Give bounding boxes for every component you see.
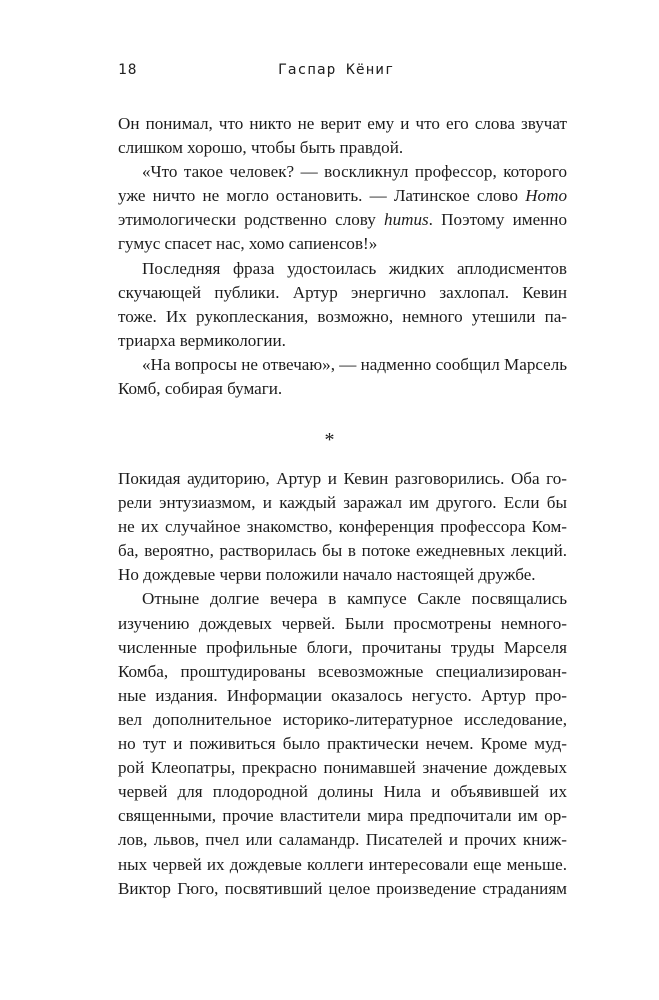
text-line: «Что такое человек? — воскликнул профессор, которого: [142, 162, 567, 182]
running-title: Гаспар Кёниг: [278, 62, 395, 78]
text-line: Последняя фраза удостоилась жидких аплодисментов: [142, 258, 567, 278]
text-line: рели энтузиазмом, и каждый заражал им другого. Если бы: [118, 493, 567, 513]
text-line: Комба, проштудированы всевозможные специализирован-: [118, 661, 567, 681]
text-line: не их случайное знакомство, конференция профессора Ком-: [118, 517, 567, 537]
text-line: триарха вермикологии.: [118, 330, 286, 350]
text-line: Отныне долгие вечера в кампусе Сакле посвящались: [142, 589, 567, 609]
text-line: но тут и поживиться было практически нечем. Кроме муд-: [118, 734, 567, 754]
text-line: тоже. Их рукоплескания, возможно, немного утешили па-: [118, 306, 567, 326]
text-line: Но дождевые черви положили начало настоящей дружбе.: [118, 565, 536, 585]
text-line: этимологически родственно слову humus. Поэтому именно: [118, 210, 567, 230]
page-number: 18: [118, 62, 138, 78]
text-line: священными, прочие властители мира предпочитали им ор-: [118, 806, 567, 826]
text-line: ба, вероятно, растворилась бы в потоке ежедневных лекций.: [118, 541, 567, 561]
text-line: численные профильные блоги, прочитаны труды Марселя: [118, 637, 567, 657]
text-line: изучению дождевых червей. Были просмотрены немного-: [118, 613, 567, 633]
text-line: скучающей публики. Артур энергично захлопал. Кевин: [118, 282, 567, 302]
text-line: червей для плодородной долины Нила и объявившей их: [118, 782, 567, 802]
text-line: рой Клеопатры, прекрасно понимавшей значение дождевых: [118, 758, 567, 778]
text-block-1: [118, 112, 567, 401]
running-header: [118, 62, 567, 84]
text-line: вел дополнительное историко-литературное исследование,: [118, 709, 567, 729]
text-line: уже ничто не могло остановить. — Латинское слово Homo: [118, 186, 567, 206]
text-block-2: [118, 467, 567, 901]
text-line: Он понимал, что никто не верит ему и что его слова звучат: [118, 114, 567, 133]
text-line: лов, львов, пчел или саламандр. Писателей и прочих книж-: [118, 830, 567, 850]
section-separator: *: [324, 429, 335, 451]
text-line: Комб, собирая бумаги.: [118, 379, 283, 399]
text-line: гумус спасет нас, хомо сапиенсов!»: [118, 234, 378, 254]
text-line: слишком хорошо, чтобы быть правдой.: [118, 138, 404, 158]
text-line: «На вопросы не отвечаю», — надменно сообщил Марсель: [142, 354, 568, 374]
text-line: ных червей их дождевые коллеги интересовали еще меньше.: [118, 854, 567, 874]
text-line: Покидая аудиторию, Артур и Кевин разговорились. Оба го-: [118, 469, 567, 488]
text-line: Виктор Гюго, посвятивший целое произведение страданиям: [118, 878, 567, 898]
text-line: ные издания. Информации оказалось негусто. Артур про-: [118, 685, 567, 705]
